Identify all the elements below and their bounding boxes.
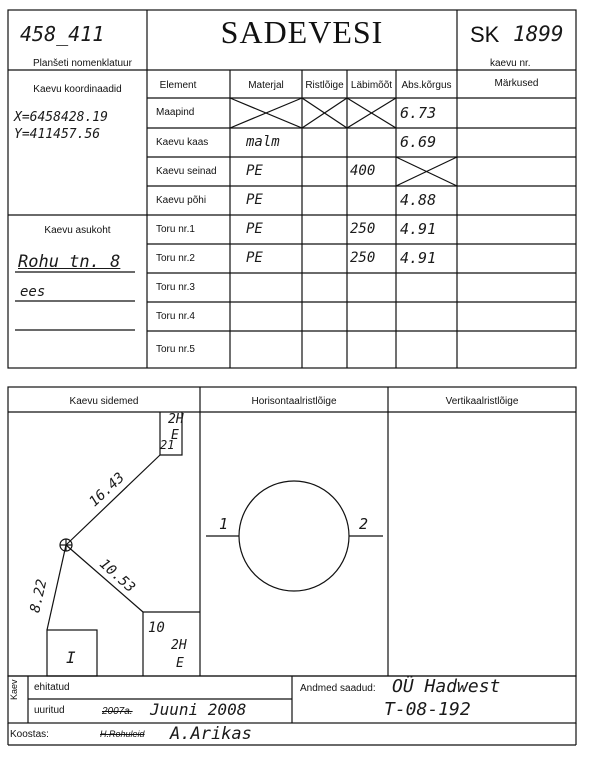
pipe-2-label: 2 <box>359 515 369 533</box>
row-material <box>246 331 302 368</box>
data-label: Andmed saadud: <box>300 683 376 694</box>
row-diameter <box>350 98 396 128</box>
row-material <box>246 98 302 128</box>
bldg-top-c: 21 <box>160 438 175 452</box>
row-diameter <box>350 128 396 157</box>
row-element-label: Toru nr.2 <box>156 253 195 264</box>
col-header-section: Ristlõige <box>305 80 344 91</box>
bldg-bottom-label: I <box>66 648 76 667</box>
row-element-label: Toru nr.3 <box>156 282 195 293</box>
row-material: PE <box>246 192 263 208</box>
row-notes <box>462 331 572 368</box>
row-element-label: Toru nr.5 <box>156 344 195 355</box>
col-header-material: Materjal <box>248 80 284 91</box>
sketch-col3-title: Vertikaalristlõige <box>445 396 519 407</box>
bldg-right-b: 2H <box>171 638 187 653</box>
row-material: PE <box>246 221 263 237</box>
coords-label: Kaevu koordinaadid <box>33 84 122 95</box>
coord-x: X=6458428.19 <box>14 110 108 125</box>
tie-dim-3: 8.22 <box>27 577 51 615</box>
bldg-top-a: 2H <box>168 412 184 427</box>
row-diameter <box>350 302 396 331</box>
row-material: PE <box>246 163 263 179</box>
location-line1: Rohu tn. 8 <box>18 252 121 272</box>
col-header-notes: Märkused <box>494 78 539 89</box>
row-diameter <box>350 331 396 368</box>
row-height: 6.69 <box>400 133 437 151</box>
surveyed-date: Juuni 2008 <box>150 700 247 719</box>
row-material <box>246 273 302 302</box>
row-notes <box>462 215 572 244</box>
row-height <box>400 331 457 368</box>
coord-y: Y=411457.56 <box>14 127 101 142</box>
row-material: malm <box>246 134 280 150</box>
compiled-crossed: H.Rohuleid <box>100 729 145 739</box>
sheet-number: 458_411 <box>20 22 105 46</box>
sheet-label: Planšeti nomenklatuur <box>33 58 132 69</box>
row-notes <box>462 128 572 157</box>
row-height <box>400 157 457 186</box>
built-label: ehitatud <box>34 682 70 693</box>
surveyed-label: uuritud <box>34 705 65 716</box>
row-diameter <box>350 186 396 215</box>
row-diameter: 250 <box>350 221 376 237</box>
compiled-label: Koostas: <box>10 729 49 740</box>
row-height <box>400 302 457 331</box>
col-header-diameter: Läbimõõt <box>350 80 393 91</box>
col-header-height: Abs.kõrgus <box>401 80 452 91</box>
row-notes <box>462 98 572 128</box>
bldg-top-b: E <box>171 428 179 443</box>
well-label: kaevu nr. <box>490 58 531 69</box>
row-height: 4.91 <box>400 220 437 238</box>
location-label: Kaevu asukoht <box>44 225 111 236</box>
data-source: OÜ Hadwest <box>392 676 501 697</box>
row-material <box>246 302 302 331</box>
data-ref: T-08-192 <box>384 699 471 720</box>
row-element-label: Toru nr.1 <box>156 224 195 235</box>
pipe-1-label: 1 <box>219 515 229 533</box>
col-header-element: Element <box>159 80 197 91</box>
row-diameter: 400 <box>350 163 376 179</box>
row-diameter: 250 <box>350 250 376 266</box>
tie-dim-1: 16.43 <box>86 469 128 511</box>
bldg-right-c: E <box>176 656 184 671</box>
row-material: PE <box>246 250 263 266</box>
form-title: SADEVESI <box>220 14 384 50</box>
row-notes <box>462 186 572 215</box>
sketch-col1-title: Kaevu sidemed <box>69 396 139 407</box>
bldg-right-a: 10 <box>148 620 165 636</box>
location-line2: ees <box>20 284 46 300</box>
row-notes <box>462 157 572 186</box>
row-element-label: Kaevu kaas <box>156 137 209 148</box>
row-element-label: Toru nr.4 <box>156 311 195 322</box>
row-height <box>400 273 457 302</box>
row-notes <box>462 244 572 273</box>
kaev-label: Kaev <box>9 679 19 700</box>
row-height: 4.91 <box>400 249 437 267</box>
row-element-label: Kaevu seinad <box>156 166 217 177</box>
compiled-name: A.Arikas <box>170 724 252 744</box>
well-prefix: SK <box>470 22 500 47</box>
row-height: 4.88 <box>400 191 437 209</box>
row-element-label: Maapind <box>156 107 195 118</box>
well-number: 1899 <box>513 22 564 46</box>
row-notes <box>462 273 572 302</box>
row-diameter <box>350 273 396 302</box>
row-height: 6.73 <box>400 104 437 122</box>
row-element-label: Kaevu põhi <box>156 195 207 206</box>
row-notes <box>462 302 572 331</box>
sketch-col2-title: Horisontaalristlõige <box>251 396 337 407</box>
surveyed-crossed: 2007a. <box>102 706 133 717</box>
tie-dim-2: 10.53 <box>96 555 139 597</box>
